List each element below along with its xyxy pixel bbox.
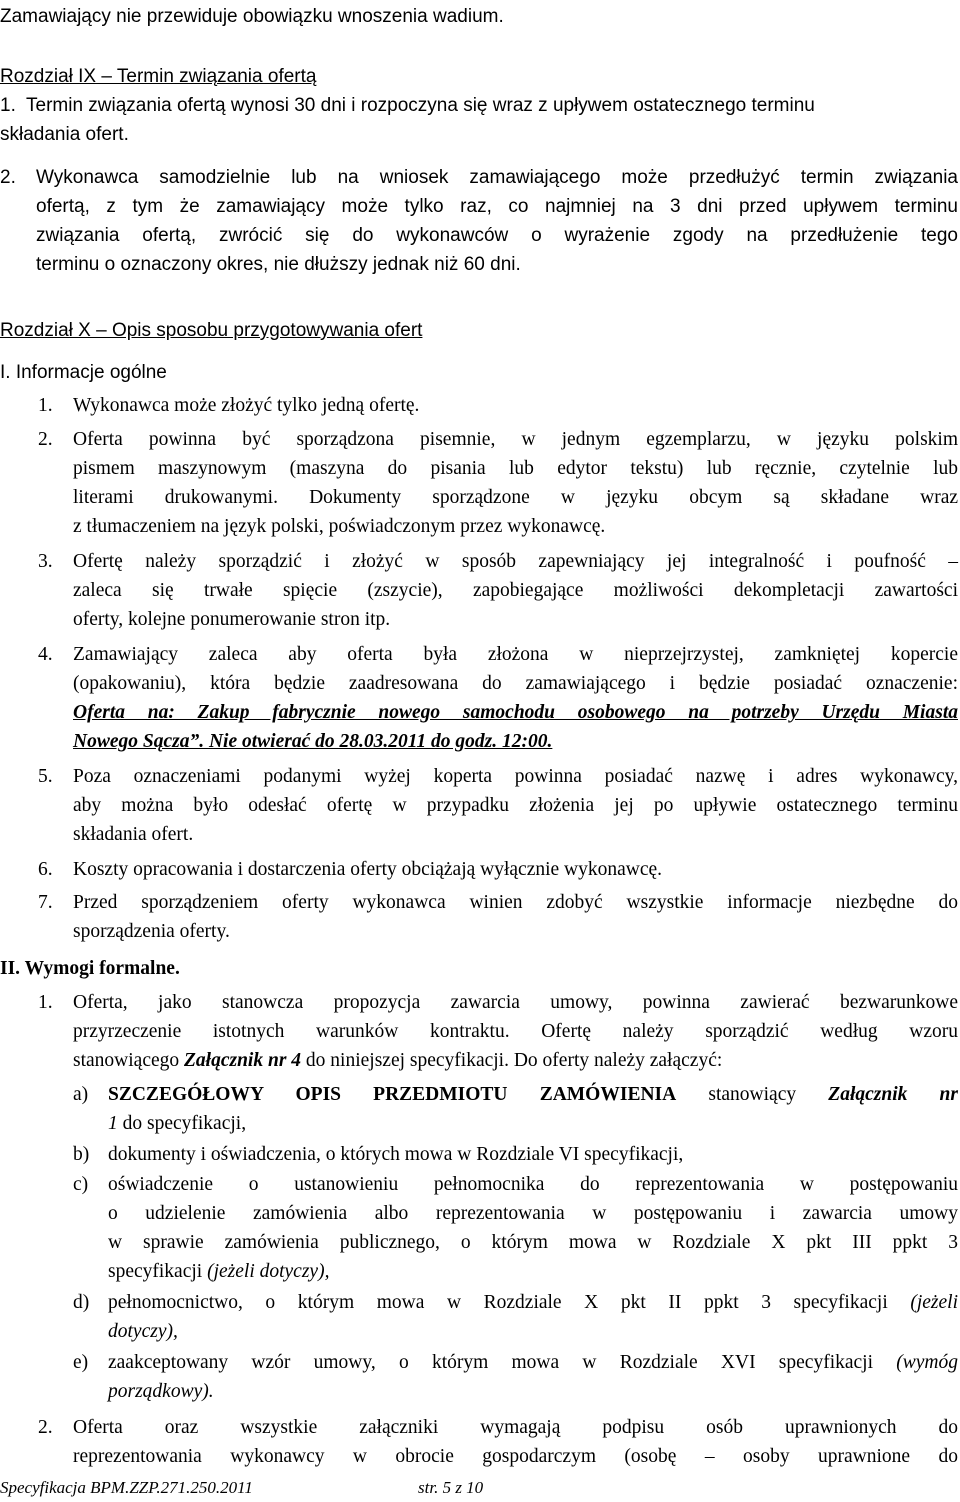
paragraph-line: reprezentowania wykonawcy w obrocie gospodarczym (osobę – osoby uprawnione do bbox=[73, 1446, 958, 1467]
chapter-ix-title: Rozdział IX – Termin związania ofertą bbox=[0, 66, 317, 87]
paragraph-line: związania ofertą, zwrócić się do wykonawców o wyrażenie zgody na przedłużenie tego bbox=[36, 225, 958, 246]
paragraph-line: dokumenty i oświadczenia, o których mowa w Rozdziale VI specyfikacji, bbox=[108, 1144, 684, 1165]
paragraph-line: z tłumaczeniem na język polski, poświadczonym przez wykonawcę. bbox=[73, 516, 606, 537]
envelope-label-continued: Nowego Sącza”. Nie otwierać do 28.03.2011 do godz. 12:00. bbox=[73, 731, 553, 752]
section-title: I. Informacje ogólne bbox=[0, 362, 167, 383]
paragraph-line: Ofertę należy sporządzić i złożyć w sposób zapewniający jej integralność i poufność – bbox=[73, 551, 958, 572]
paragraph-line: Wykonawca samodzielnie lub na wniosek zamawiającego może przedłużyć termin związania bbox=[36, 167, 958, 188]
item-number: 5. bbox=[38, 766, 53, 787]
paragraph-line: porządkowy). bbox=[108, 1381, 214, 1402]
intro-line: Zamawiający nie przewiduje obowiązku wnoszenia wadium. bbox=[0, 6, 504, 27]
paragraph-line: Poza oznaczeniami podanymi wyżej koperta powinna posiadać nazwę i adres wykonawcy, bbox=[73, 766, 958, 787]
list-marker: b) bbox=[73, 1144, 90, 1165]
paragraph-line: ofertą, z tym że zamawiający może tylko raz, co najmniej na 3 dni przed upływem terminu bbox=[36, 196, 958, 217]
paragraph-line: Zamawiający zaleca aby oferta była złożona w nieprzejrzystej, zamkniętej kopercie bbox=[73, 644, 958, 665]
footer-page-number: str. 5 z 10 bbox=[418, 1478, 484, 1497]
paragraph-line: oferty, kolejne ponumerowanie stron itp. bbox=[73, 609, 391, 630]
paragraph-line: dotyczy), bbox=[108, 1321, 178, 1342]
paragraph-line: Wykonawca może złożyć tylko jedną ofertę. bbox=[73, 395, 420, 416]
paragraph-line: terminu o oznaczony okres, nie dłuższy jednak niż 60 dni. bbox=[36, 254, 521, 275]
footer-spec: Specyfikacja BPM.ZZP.271.250.2011 bbox=[0, 1478, 253, 1497]
paragraph-line: Oferta powinna być sporządzona pisemnie, w jednym egzemplarzu, w języku polskim bbox=[73, 429, 958, 450]
paragraph-line: składania ofert. bbox=[0, 124, 129, 145]
paragraph-line: zaleca się trwałe spięcie (zszycie), zapobiegające możliwości dekompletacji zawartości bbox=[73, 580, 958, 601]
list-marker: d) bbox=[73, 1292, 90, 1313]
item-number: 1. bbox=[0, 95, 16, 116]
paragraph-line: Przed sporządzeniem oferty wykonawca winien zdobyć wszystkie informacje niezbędne do bbox=[73, 892, 958, 913]
paragraph-line: 1 do specyfikacji, bbox=[108, 1113, 247, 1134]
paragraph-line: stanowiącego Załącznik nr 4 do niniejszej specyfikacji. Do oferty należy załączyć: bbox=[73, 1050, 723, 1071]
paragraph-line: o udzielenie zamówienia albo reprezentowania w postępowaniu i zawarcia umowy bbox=[108, 1203, 958, 1224]
paragraph-line: (opakowaniu), która będzie zaadresowana do zamawiającego i będzie posiadać oznaczenie: bbox=[73, 673, 958, 694]
paragraph-line: aby można było odesłać ofertę w przypadku złożenia jej po upływie ostatecznego terminu bbox=[73, 795, 958, 816]
item-number: 2. bbox=[38, 429, 53, 450]
list-marker: a) bbox=[73, 1084, 89, 1105]
item-number: 3. bbox=[38, 551, 53, 572]
paragraph-line: Koszty opracowania i dostarczenia oferty obciążają wyłącznie wykonawcę. bbox=[73, 859, 663, 880]
item-number: 7. bbox=[38, 892, 53, 913]
item-number: 1. bbox=[38, 992, 53, 1013]
list-marker: c) bbox=[73, 1174, 89, 1195]
item-number: 6. bbox=[38, 859, 53, 880]
paragraph-line: specyfikacji (jeżeli dotyczy), bbox=[108, 1261, 330, 1282]
item-number: 4. bbox=[38, 644, 53, 665]
paragraph-line: pismem maszynowym (maszyna do pisania lub edytor tekstu) lub ręcznie, czytelnie lub bbox=[73, 458, 958, 479]
paragraph-line: Termin związania ofertą wynosi 30 dni i rozpoczyna się wraz z upływem ostatecznego terminu bbox=[26, 95, 815, 116]
paragraph-line: przyrzeczenie istotnych warunków kontraktu. Ofertę należy sporządzić według wzoru bbox=[73, 1021, 958, 1042]
chapter-x-title: Rozdział X – Opis sposobu przygotowywania ofert bbox=[0, 320, 423, 341]
item-number: 1. bbox=[38, 395, 53, 416]
item-number: 2. bbox=[0, 167, 16, 188]
paragraph-line: składania ofert. bbox=[73, 824, 194, 845]
section-title: II. Wymogi formalne. bbox=[0, 958, 180, 979]
paragraph-line: SZCZEGÓŁOWY OPIS PRZEDMIOTU ZAMÓWIENIA stanowiący Załącznik nr bbox=[108, 1084, 958, 1105]
paragraph-line: oświadczenie o ustanowieniu pełnomocnika do reprezentowania w postępowaniu bbox=[108, 1174, 958, 1195]
paragraph-line: Oferta, jako stanowcza propozycja zawarcia umowy, powinna zawierać bezwarunkowe bbox=[73, 992, 958, 1013]
paragraph-line: pełnomocnictwo, o którym mowa w Rozdziale X pkt II ppkt 3 specyfikacji (jeżeli bbox=[108, 1292, 958, 1313]
envelope-label: Oferta na: Zakup fabrycznie nowego samochodu osobowego na potrzeby Urzędu Miasta bbox=[73, 702, 958, 723]
list-marker: e) bbox=[73, 1352, 89, 1373]
paragraph-line: zaakceptowany wzór umowy, o którym mowa w Rozdziale XVI specyfikacji (wymóg bbox=[108, 1352, 958, 1373]
item-number: 2. bbox=[38, 1417, 53, 1438]
paragraph-line: Oferta oraz wszystkie załączniki wymagają podpisu osób uprawnionych do bbox=[73, 1417, 958, 1438]
paragraph-line: w sprawie zamówienia publicznego, o którym mowa w Rozdziale X pkt III ppkt 3 bbox=[108, 1232, 958, 1253]
paragraph-line: sporządzenia oferty. bbox=[73, 921, 230, 942]
paragraph-line: literami drukowanymi. Dokumenty sporządzone w języku obcym są składane wraz bbox=[73, 487, 958, 508]
